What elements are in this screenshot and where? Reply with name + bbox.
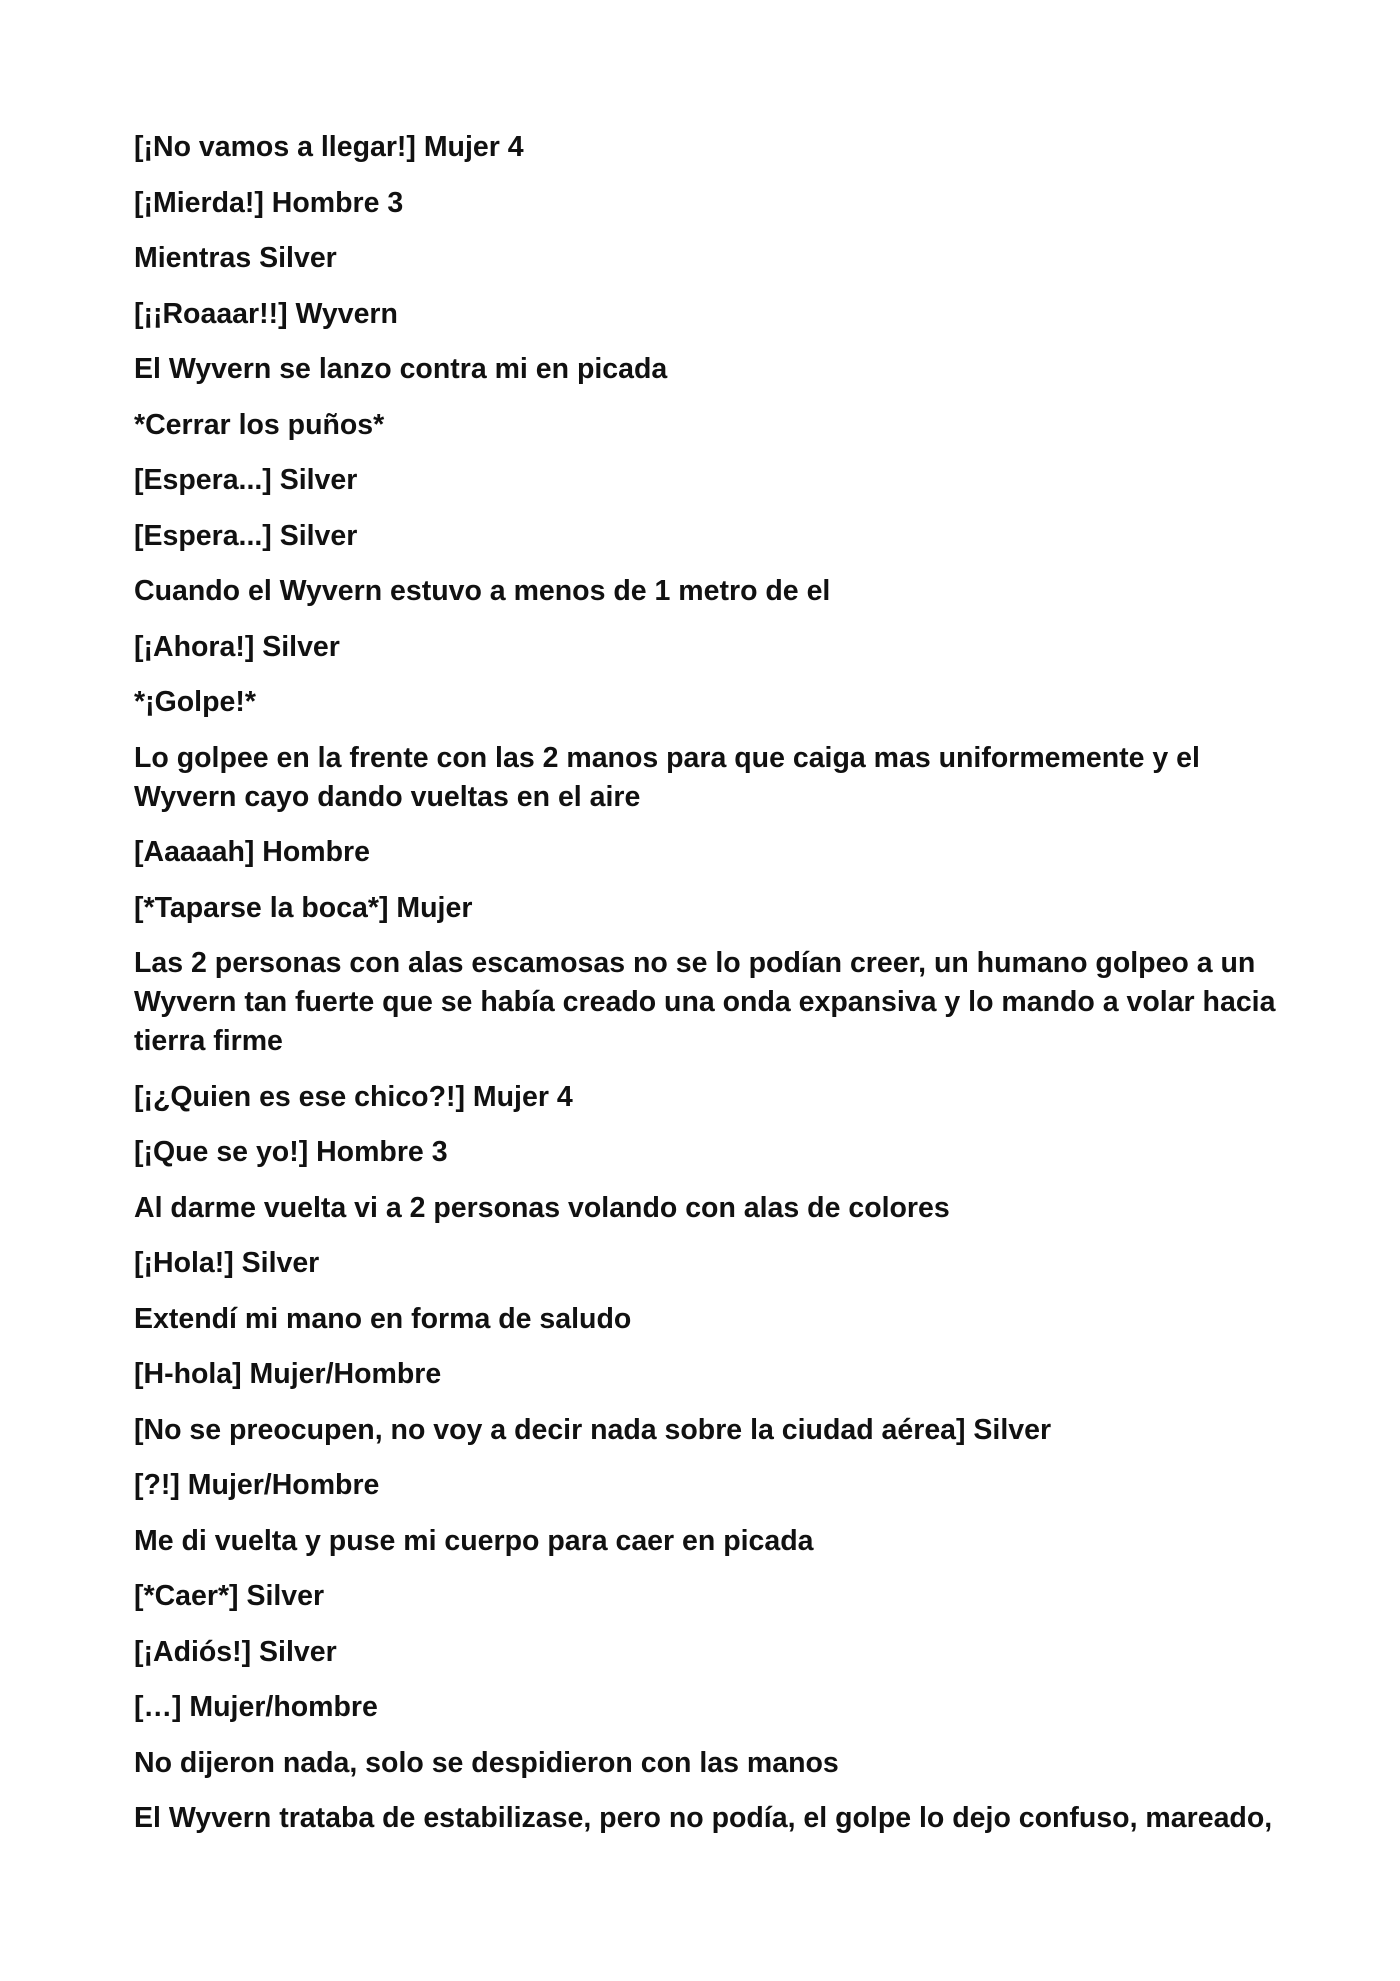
paragraph: [¡Que se yo!] Hombre 3 [134, 1136, 448, 1168]
paragraph: [No se preocupen, no voy a decir nada sobre la ciudad aérea] Silver [134, 1413, 1052, 1446]
paragraph: Me di vuelta y puse mi cuerpo para caer en picada [134, 1524, 814, 1557]
paragraph: […] Mujer/hombre [134, 1691, 378, 1723]
paragraph: [Espera...] Silver [134, 519, 358, 552]
paragraph: [?!] Mujer/Hombre [134, 1469, 380, 1501]
paragraph: *Cerrar los puños* [134, 408, 385, 441]
paragraph: [¡¡Roaaar!!] Wyvern [134, 297, 398, 330]
paragraph: [¡Adiós!] Silver [134, 1635, 337, 1668]
paragraph: [¡No vamos a llegar!] Mujer 4 [134, 131, 524, 163]
paragraph: *¡Golpe!* [134, 686, 256, 718]
paragraph: Mientras Silver [134, 242, 337, 274]
paragraph: [¡¿Quien es ese chico?!] Mujer 4 [134, 1080, 573, 1113]
paragraph: No dijeron nada, solo se despidieron con las manos [134, 1746, 839, 1779]
paragraph: [¡Ahora!] Silver [134, 630, 340, 663]
paragraph: [Espera...] Silver [134, 464, 358, 496]
paragraph: Al darme vuelta vi a 2 personas volando con alas de colores [134, 1191, 950, 1224]
paragraph: [*Taparse la boca*] Mujer [134, 891, 473, 924]
paragraph: [H-hola] Mujer/Hombre [134, 1358, 442, 1390]
paragraph: Extendí mi mano en forma de saludo [134, 1302, 632, 1335]
paragraph: [¡Hola!] Silver [134, 1247, 320, 1279]
document-body [134, 128, 1284, 1855]
paragraph: [¡Mierda!] Hombre 3 [134, 186, 404, 219]
paragraph: El Wyvern se lanzo contra mi en picada [134, 353, 668, 385]
paragraph: [*Caer*] Silver [134, 1580, 325, 1612]
paragraph: Las 2 personas con alas escamosas no se lo podían creer, un humano golpeo a un Wyvern tan fuerte que se había creado una onda expansiva y lo mando a volar hacia tierra firme [134, 947, 1276, 1057]
paragraph: El Wyvern trataba de estabilizase, pero no podía, el golpe lo dejo confuso, mareado, [134, 1802, 1273, 1834]
paragraph: [Aaaaah] Hombre [134, 836, 370, 868]
paragraph: Cuando el Wyvern estuvo a menos de 1 metro de el [134, 575, 831, 607]
paragraph: Lo golpee en la frente con las 2 manos para que caiga mas uniformemente y el Wyvern cayo dando vueltas en el aire [134, 741, 1200, 813]
